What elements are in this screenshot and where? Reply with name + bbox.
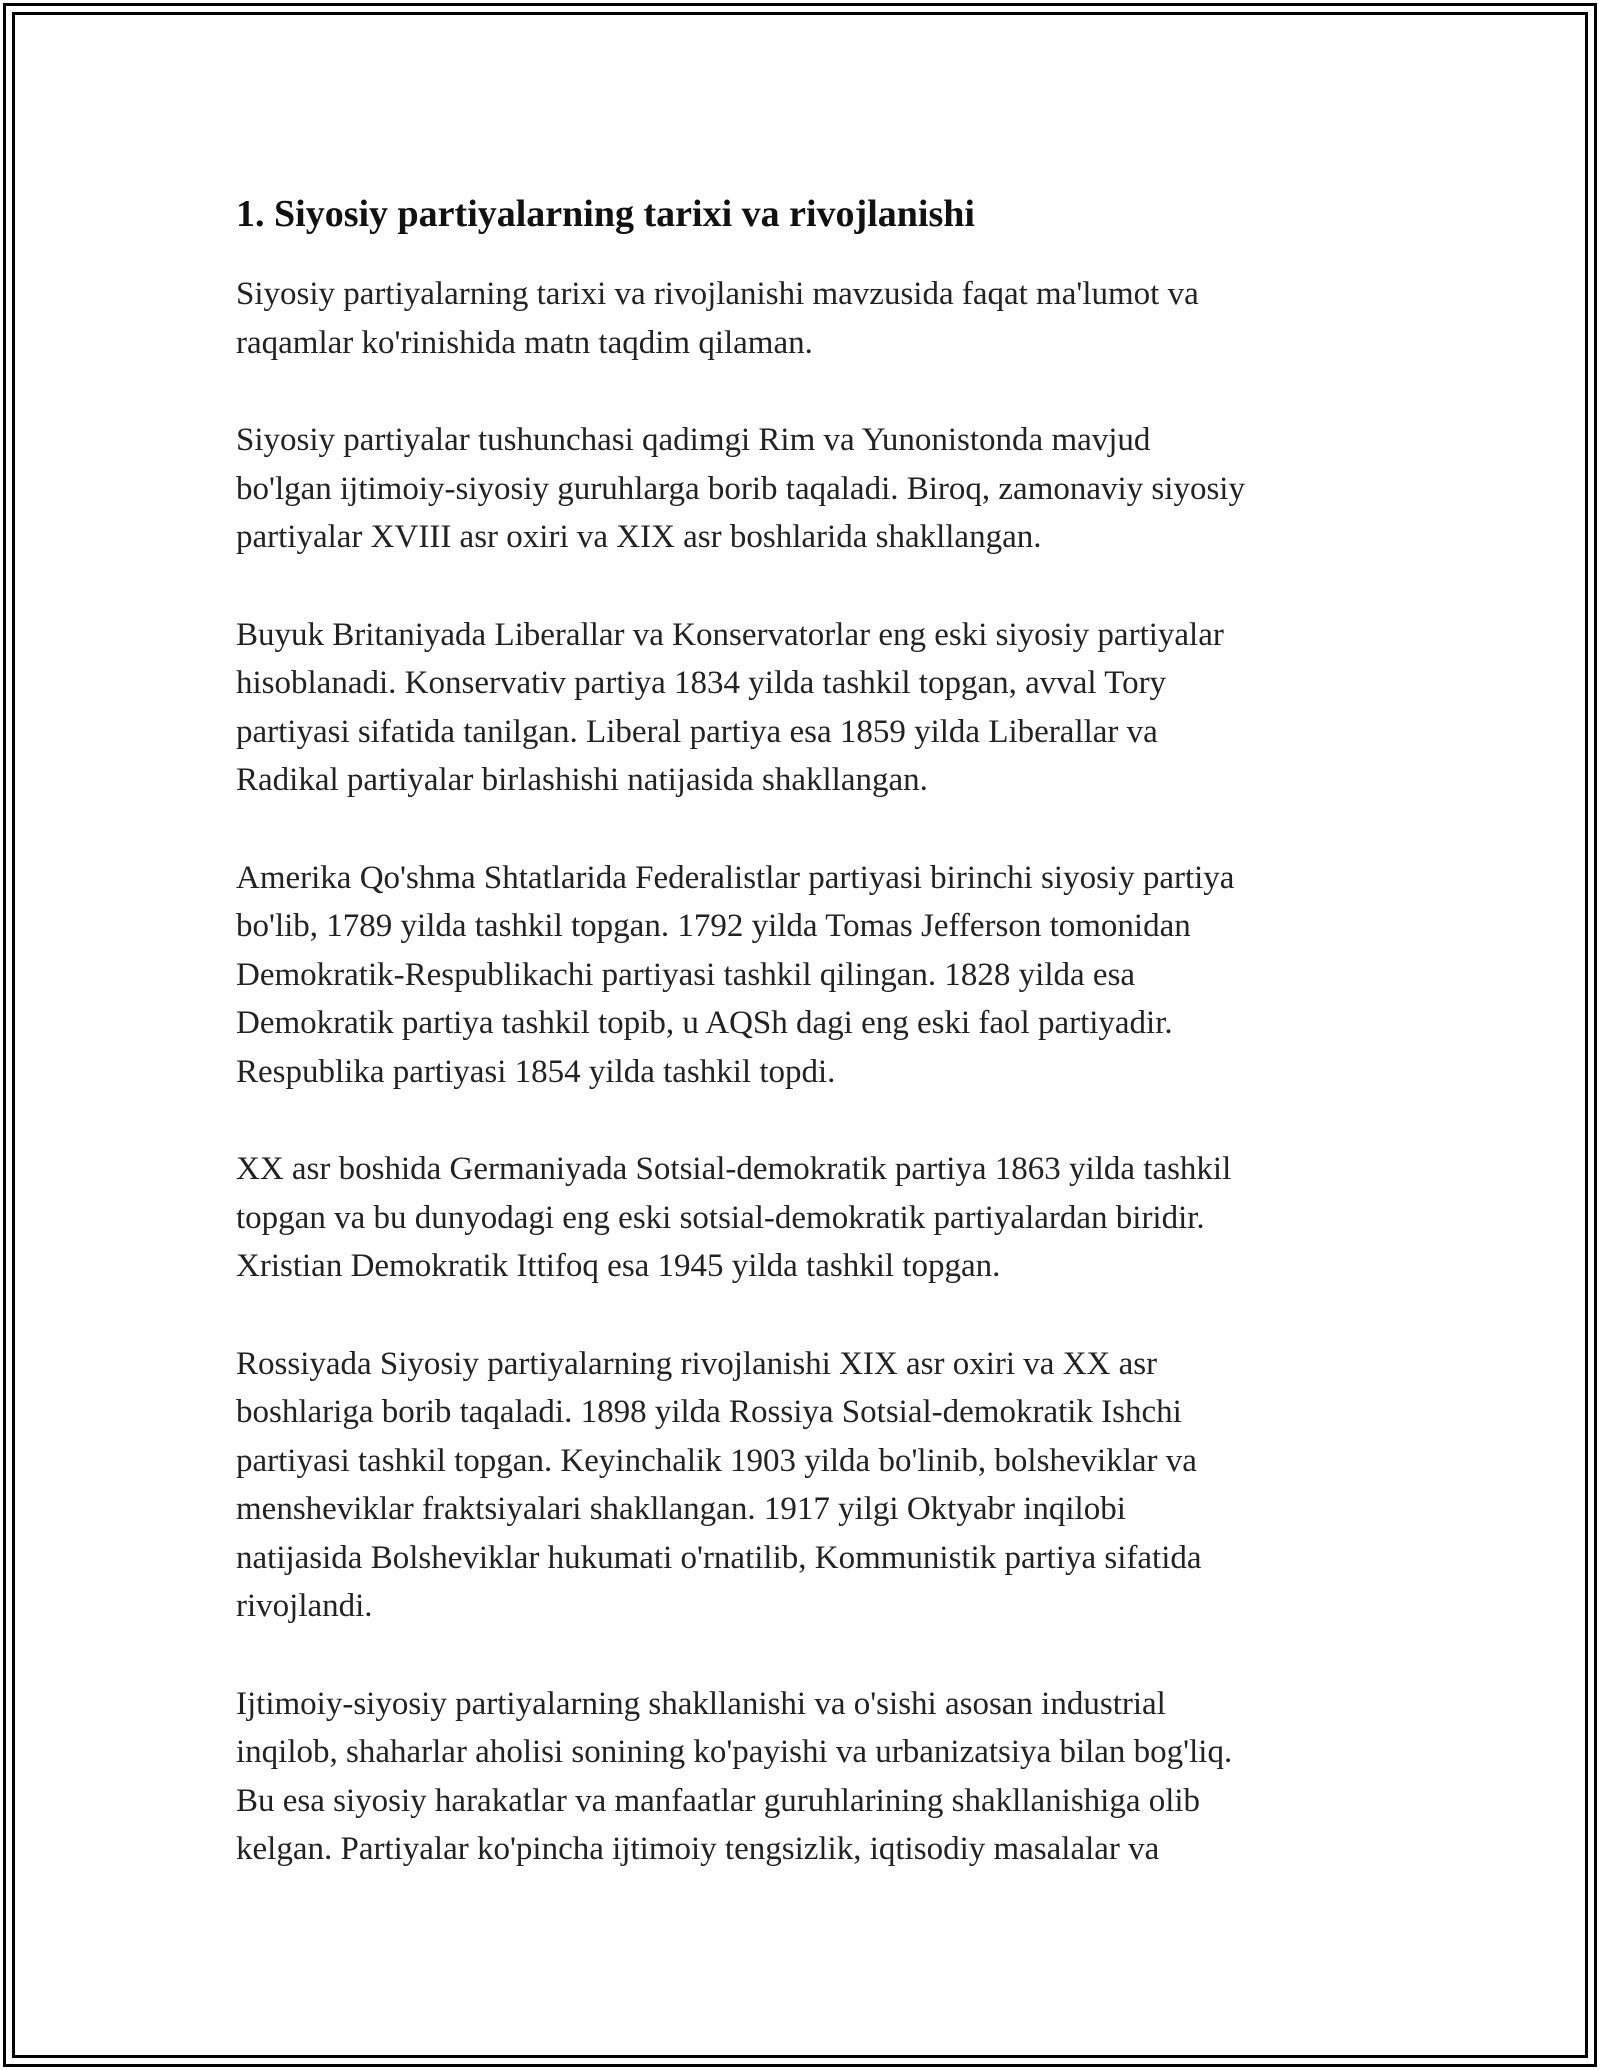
- text-line: Amerika Qo'shma Shtatlarida Federalistlar partiyasi birinchi siyosiy partiya: [236, 859, 1235, 896]
- text-line: partiyasi sifatida tanilgan. Liberal partiya esa 1859 yilda Liberallar va: [236, 713, 1158, 750]
- text-line: Radikal partiyalar birlashishi natijasida shakllangan.: [236, 762, 928, 798]
- paragraph-social-factors: [236, 1680, 1376, 1874]
- text-line: boshlariga borib taqaladi. 1898 yilda Rossiya Sotsial-demokratik Ishchi: [236, 1394, 1182, 1430]
- text-line: raqamlar ko'rinishida matn taqdim qilaman.: [236, 324, 813, 361]
- text-line: Siyosiy partiyalar tushunchasi qadimgi Rim va Yunonistonda mavjud: [236, 422, 1151, 458]
- text-line: Buyuk Britaniyada Liberallar va Konservatorlar eng eski siyosiy partiyalar: [236, 616, 1224, 653]
- text-line: Respublika partiyasi 1854 yilda tashkil topdi.: [236, 1053, 836, 1090]
- text-line: Rossiyada Siyosiy partiyalarning rivojlanishi XIX asr oxiri va XX asr: [236, 1345, 1158, 1382]
- text-line: bo'lib, 1789 yilda tashkil topgan. 1792 yilda Tomas Jefferson tomonidan: [236, 908, 1191, 944]
- text-line: Ijtimoiy-siyosiy partiyalarning shakllanishi va o'sishi asosan industrial: [236, 1685, 1166, 1722]
- text-line: rivojlandi.: [236, 1588, 373, 1624]
- text-line: Siyosiy partiyalarning tarixi va rivojlanishi mavzusida faqat ma'lumot va: [236, 276, 1199, 312]
- text-line: XX asr boshida Germaniyada Sotsial-demokratik partiya 1863 yilda tashkil: [236, 1151, 1232, 1187]
- text-line: topgan va bu dunyodagi eng eski sotsial-demokratik partiyalardan biridir.: [236, 1199, 1205, 1236]
- text-line: Bu esa siyosiy harakatlar va manfaatlar guruhlarining shakllanishiga olib: [236, 1782, 1201, 1819]
- paragraph-russia: [236, 1340, 1376, 1631]
- text-line: mensheviklar fraktsiyalari shakllangan. 1917 yilgi Oktyabr inqilobi: [236, 1491, 1126, 1527]
- text-line: Demokratik-Respublikachi partiyasi tashkil qilingan. 1828 yilda esa: [236, 956, 1136, 993]
- text-line: inqilob, shaharlar aholisi sonining ko'payishi va urbanizatsiya bilan bog'liq.: [236, 1734, 1233, 1770]
- paragraph-germany: [236, 1145, 1376, 1291]
- text-line: partiyalar XVIII asr oxiri va XIX asr boshlarida shakllangan.: [236, 519, 1042, 555]
- text-line: kelgan. Partiyalar ko'pincha ijtimoiy tengsizlik, iqtisodiy masalalar va: [236, 1831, 1160, 1867]
- paragraph-origins: [236, 416, 1376, 562]
- paragraph-britain: [236, 611, 1376, 805]
- paragraph-usa: [236, 854, 1376, 1097]
- paragraph-intro: [236, 270, 1376, 367]
- text-line: hisoblanadi. Konservativ partiya 1834 yilda tashkil topgan, avval Tory: [236, 665, 1167, 701]
- text-line: partiyasi tashkil topgan. Keyinchalik 1903 yilda bo'linib, bolsheviklar va: [236, 1442, 1197, 1479]
- section-heading: 1. Siyosiy partiyalarning tarixi va rivojlanishi: [236, 193, 975, 235]
- text-line: Demokratik partiya tashkil topib, u AQSh dagi eng eski faol partiyadir.: [236, 1005, 1173, 1041]
- document-body: [236, 188, 1376, 1923]
- text-line: natijasida Bolsheviklar hukumati o'rnatilib, Kommunistik partiya sifatida: [236, 1539, 1202, 1576]
- text-line: bo'lgan ijtimoiy-siyosiy guruhlarga borib taqaladi. Biroq, zamonaviy siyosiy: [236, 470, 1245, 507]
- text-line: Xristian Demokratik Ittifoq esa 1945 yilda tashkil topgan.: [236, 1248, 1001, 1284]
